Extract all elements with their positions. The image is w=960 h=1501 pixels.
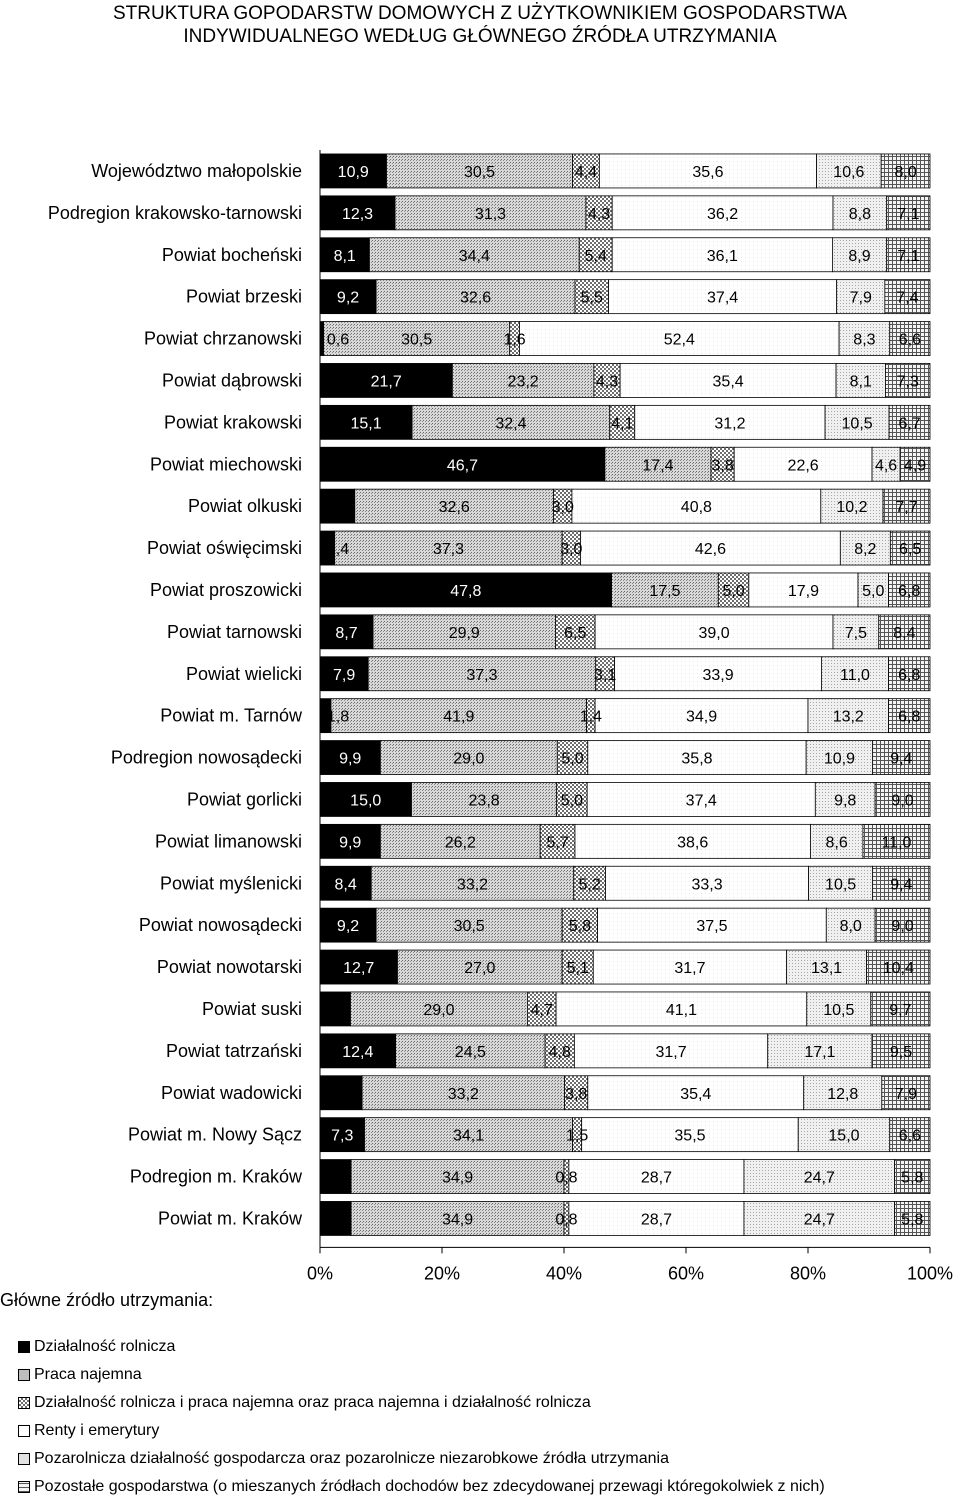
data-label: 24,7 [803,1211,835,1229]
category-label: Powiat m. Kraków [157,1208,302,1229]
data-label: 4,3 [595,373,619,391]
data-label: 12,3 [341,205,374,223]
data-label: 8,7 [335,624,358,642]
data-label: 9,9 [339,750,362,768]
data-label: 31,7 [674,960,706,978]
data-label: 2,4 [326,541,350,559]
legend-item-non-agri-business [18,1445,825,1473]
data-label: 22,6 [787,457,819,475]
data-label: 5,8 [901,1211,924,1229]
data-label: 32,6 [438,499,470,517]
data-label: 34,9 [685,708,718,726]
x-tick-label: 60% [667,1263,705,1284]
data-label: 4,4 [574,163,598,181]
data-label: 37,4 [707,289,739,307]
data-label: 4,8 [548,1043,571,1061]
data-label: 46,7 [446,457,479,475]
bar-row [320,154,930,188]
x-tick-label: 20% [423,1263,461,1284]
data-label: 0,6 [326,331,350,349]
data-label: 9,2 [336,918,360,936]
data-label: 31,2 [714,415,746,433]
data-label: 7,9 [849,289,872,307]
data-label: 6,5 [899,541,922,559]
data-label: 23,8 [468,792,500,810]
category-label: Powiat miechowski [149,454,302,475]
bar-row [320,447,930,481]
legend-label-mixed: Działalność rolnicza i praca najemna oraz praca najemna i działalność rolnicza [34,1394,591,1411]
data-label: 26,2 [444,834,476,852]
data-label: 0,8 [555,1169,578,1187]
bar-row [320,950,930,984]
data-label: 3,0 [560,541,583,559]
bar-row [320,824,930,858]
bar-row [320,615,930,649]
data-label: 8,4 [334,876,357,894]
category-label: Powiat nowotarski [156,957,302,978]
legend-item-employment [18,1361,825,1389]
data-label: 41,1 [665,1001,697,1019]
bar-row [320,196,930,230]
category-label: Powiat oświęcimski [146,538,302,559]
category-label: Powiat wadowicki [160,1082,302,1103]
category-label: Podregion krakowsko-tarnowski [47,202,302,223]
data-label: 6,5 [564,624,587,642]
data-label: 4,1 [611,415,634,433]
data-label: 29,0 [423,1001,455,1019]
data-label: 31,7 [655,1043,687,1061]
category-label: Powiat wielicki [185,663,302,684]
bar-row [320,908,930,942]
data-label: 33,2 [456,876,489,894]
legend-item-mixed-agri-employment [18,1389,825,1417]
legend-label-other: Pozostałe gospodarstwa (o mieszanych źródłach dochodów bez zdecydowanej przewagi któregokolwiek z nich) [34,1478,825,1495]
data-label: 5,1 [326,1169,350,1187]
data-label: 23,2 [507,373,539,391]
data-label: 5,0 [326,1001,350,1019]
data-label: 5,0 [560,792,584,810]
x-tick-label: 100% [906,1263,954,1284]
x-tick-label: 40% [545,1263,583,1284]
bars-layer [320,154,930,1236]
bar-row [320,1034,930,1068]
legend [18,1333,825,1501]
data-label: 4,7 [530,1001,553,1019]
data-label: 34,9 [441,1211,474,1229]
data-label: 5,4 [584,247,607,265]
data-label: 4,3 [587,205,611,223]
data-label: 40,8 [680,499,712,517]
data-label: 35,6 [692,163,724,181]
data-label: 1,4 [579,708,602,726]
data-label: 39,0 [698,624,730,642]
data-label: 6,9 [329,1085,353,1103]
data-label: 38,6 [677,834,709,852]
data-label: 1,5 [565,1127,589,1145]
data-label: 37,4 [685,792,717,810]
x-tick-label: 80% [789,1263,827,1284]
data-label: 5,0 [722,582,745,600]
data-label: 32,6 [459,289,492,307]
data-label: 3,8 [565,1085,588,1103]
legend-swatch-mixed [18,1397,30,1409]
bar-row [320,866,930,900]
data-label: 5,8 [568,918,591,936]
legend-swatch-employment [18,1369,30,1381]
data-label: 10,9 [823,750,855,768]
legend-item-agriculture [18,1333,825,1361]
data-label: 7,9 [332,666,356,684]
data-label: 8,1 [849,373,872,391]
bar-row [320,489,930,523]
data-label: 41,9 [443,708,475,726]
data-label: 37,3 [432,541,464,559]
bar-row [320,1160,930,1194]
legend-swatch-pensions [18,1425,30,1437]
category-label: Powiat krakowski [163,412,302,433]
data-label: 6,6 [898,331,921,349]
data-label: 35,4 [680,1085,712,1103]
category-label: Województwo małopolskie [91,160,302,181]
data-label: 35,8 [681,750,713,768]
legend-label-employment: Praca najemna [34,1366,142,1383]
bar-row [320,280,930,314]
data-label: 35,4 [712,373,744,391]
data-label: 5,7 [326,499,350,517]
data-label: 9,9 [339,834,362,852]
legend-label-non-agri: Pozarolnicza działalność gospodarcza oraz pozarolnicze niezarobkowe źródła utrzymania [34,1450,669,1467]
data-label: 29,0 [453,750,485,768]
data-label: 17,9 [787,582,820,600]
data-label: 52,4 [663,331,695,349]
data-label: 9,8 [834,792,857,810]
data-label: 37,5 [696,918,728,936]
data-label: 17,4 [642,457,674,475]
bar-row [320,238,930,272]
data-label: 7,1 [897,247,920,265]
category-label: Powiat olkuski [187,496,302,517]
data-label: 4,6 [874,457,898,475]
data-label: 29,9 [448,624,480,642]
data-label: 28,7 [640,1211,672,1229]
data-label: 34,4 [458,247,490,265]
data-label: 34,9 [441,1169,474,1187]
category-label: Powiat tarnowski [166,621,302,642]
data-label: 5,7 [546,834,569,852]
bar-row [320,363,930,397]
data-label: 33,9 [702,666,734,684]
data-label: 21,7 [370,373,402,391]
bar-row [320,1201,930,1235]
category-label: Powiat myślenicki [159,873,302,894]
data-label: 33,2 [447,1085,479,1103]
category-label: Powiat limanowski [154,831,302,852]
data-label: 10,9 [337,163,369,181]
category-label: Powiat dąbrowski [161,370,302,391]
data-label: 0,8 [555,1211,578,1229]
data-label: 5,1 [326,1211,350,1229]
data-label: 10,5 [823,1001,855,1019]
data-label: 6,8 [898,666,921,684]
data-label: 5,5 [580,289,603,307]
data-label: 12,7 [343,960,375,978]
data-label: 31,3 [474,205,507,223]
category-label: Powiat bocheński [161,244,302,265]
legend-label-pensions: Renty i emerytury [34,1422,160,1439]
data-label: 9,0 [891,792,914,810]
legend-swatch-other [18,1481,30,1493]
category-label: Powiat nowosądecki [138,915,302,936]
data-label: 35,5 [674,1127,706,1145]
category-label: Powiat brzeski [185,286,302,307]
category-label: Podregion m. Kraków [129,1166,302,1187]
category-label: Podregion nowosądecki [110,747,302,768]
data-label: 10,6 [833,163,865,181]
data-label: 24,5 [454,1043,486,1061]
data-label: 8,0 [894,163,917,181]
data-label: 7,3 [331,1127,354,1145]
data-label: 1,6 [503,331,526,349]
category-label: Powiat m. Tarnów [160,705,302,726]
data-label: 7,4 [896,289,919,307]
data-label: 6,6 [898,1127,921,1145]
data-label: 5,0 [561,750,584,768]
data-label: 5,8 [901,1169,924,1187]
data-label: 6,8 [898,708,921,726]
data-label: 3,8 [711,457,734,475]
data-label: 5,2 [578,876,601,894]
data-label: 9,5 [889,1043,913,1061]
legend-swatch-agriculture [18,1341,30,1353]
bar-segment-agriculture [320,322,324,356]
bar-row [320,573,930,607]
data-label: 36,2 [707,205,739,223]
data-label: 10,4 [882,960,914,978]
data-label: 17,1 [804,1043,836,1061]
data-label: 47,8 [450,582,482,600]
bar-row [320,531,930,565]
data-label: 7,3 [896,373,919,391]
data-label: 37,3 [466,666,498,684]
data-label: 10,2 [836,499,868,517]
bar-row [320,741,930,775]
bar-row [320,657,930,691]
data-label: 4,9 [903,457,927,475]
data-label: 28,7 [640,1169,672,1187]
data-label: 15,0 [350,792,382,810]
data-label: 11,0 [839,666,870,684]
bar-row [320,1076,930,1110]
bar-row [320,322,930,356]
data-label: 32,4 [495,415,527,433]
data-label: 7,7 [895,499,918,517]
category-label: Powiat m. Nowy Sącz [127,1124,302,1145]
data-label: 7,1 [897,205,920,223]
data-label: 8,3 [853,331,876,349]
data-label: 13,1 [811,960,843,978]
data-label: 10,5 [825,876,857,894]
data-label: 8,2 [854,541,877,559]
data-label: 33,3 [691,876,723,894]
category-label: Powiat tatrzański [165,1040,302,1061]
data-label: 15,1 [350,415,382,433]
data-label: 12,4 [342,1043,374,1061]
chart-title-line-2: INDYWIDUALNEGO WEDŁUG GŁÓWNEGO ŹRÓDŁA UTRZYMANIA [183,26,777,47]
data-label: 8,8 [848,205,871,223]
data-label: 27,0 [464,960,496,978]
data-label: 8,1 [333,247,356,265]
data-label: 36,1 [706,247,738,265]
x-tick-label: 0% [306,1263,334,1284]
data-label: 5,1 [566,960,589,978]
category-label: Powiat proszowicki [149,579,302,600]
legend-title: Główne źródło utrzymania: [0,1290,214,1310]
data-label: 11,0 [881,834,912,852]
bar-row [320,992,930,1026]
legend-label-agriculture: Działalność rolnicza [34,1338,176,1355]
data-label: 3,0 [551,499,574,517]
data-label: 30,5 [401,331,433,349]
data-label: 8,9 [848,247,871,265]
data-label: 3,1 [594,666,617,684]
data-label: 7,9 [894,1085,918,1103]
category-label: Powiat chrzanowski [143,328,302,349]
data-label: 9,4 [890,750,913,768]
data-label: 9,2 [336,289,360,307]
bar-row [320,405,930,439]
legend-swatch-non-agri [18,1453,30,1465]
data-label: 9,4 [890,876,913,894]
data-label: 1,8 [326,708,350,726]
data-label: 42,6 [694,541,726,559]
data-label: 12,8 [827,1085,859,1103]
chart-title-line-1: STRUKTURA GOPODARSTW DOMOWYCH Z UŻYTKOWNIKIEM GOSPODARSTWA [113,3,847,24]
data-label: 8,4 [893,624,916,642]
legend-item-pensions [18,1417,825,1445]
category-labels [48,161,303,1229]
data-label: 5,0 [862,582,885,600]
bar-row [320,1118,930,1152]
category-label: Powiat suski [201,998,302,1019]
data-label: 34,1 [452,1127,485,1145]
data-label: 13,2 [832,708,864,726]
data-label: 6,7 [898,415,921,433]
data-label: 8,0 [839,918,862,936]
data-label: 7,5 [844,624,868,642]
data-label: 17,5 [649,582,681,600]
data-label: 6,8 [898,582,921,600]
data-label: 10,5 [841,415,873,433]
bar-row [320,782,930,816]
bar-row [320,699,930,733]
data-label: 9,7 [889,1001,912,1019]
data-label: 30,5 [453,918,485,936]
data-label: 8,6 [825,834,848,852]
data-label: 9,0 [891,918,914,936]
data-label: 24,7 [803,1169,835,1187]
data-label: 30,5 [463,163,496,181]
data-label: 15,0 [828,1127,860,1145]
category-label: Powiat gorlicki [186,789,302,810]
